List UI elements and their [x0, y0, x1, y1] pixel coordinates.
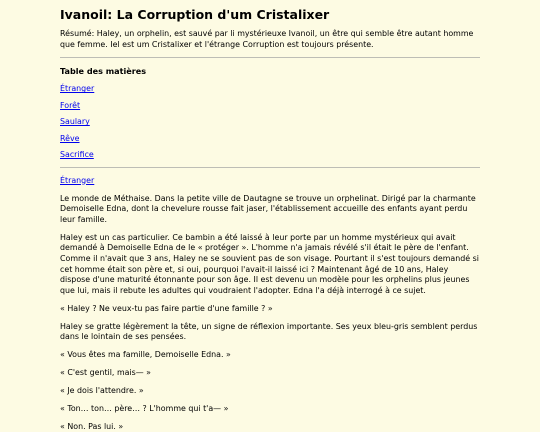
toc-link-saulary[interactable]: Saulary: [60, 117, 90, 127]
paragraph: « C'est gentil, mais— »: [60, 367, 151, 377]
paragraph: « Je dois l'attendre. »: [60, 385, 144, 395]
summary: Résumé: Haley, un orphelin, est sauvé par li mystérieuxe Ivanoil, un être qui semble être autant homme que femme. Iel est um Cristalixer et l'étrange Corruption est toujours présente.: [60, 29, 474, 49]
toc-item: [60, 117, 480, 127]
toc-list: [60, 84, 480, 160]
toc-item: [60, 134, 480, 144]
paragraph: « Vous êtes ma famille, Demoiselle Edna. »: [60, 350, 231, 359]
paragraph: « Ton… ton… père… ? L'homme qui t'a— »: [60, 403, 229, 413]
section-link-etranger[interactable]: Étranger: [60, 175, 95, 185]
paragraph: « Non. Pas lui. »: [60, 421, 124, 431]
divider: [60, 57, 480, 58]
table-of-contents: [60, 66, 480, 160]
paragraph: Haley se gratte légèrement la tête, un signe de réflexion importante. Ses yeux bleu-gris semblent perdus dans le lointain de ses pensées.: [60, 321, 478, 342]
toc-item: [60, 101, 480, 111]
paragraph: Le monde de Méthaise. Dans la petite ville de Dautagne se trouve un orphelinat. Dirigé par la charmante Demoiselle Edna, dont la chevelure rousse fait jaser, l'établissement accueille des enfants ayant perdu leur famille.: [60, 193, 476, 224]
toc-link-foret[interactable]: Forêt: [60, 100, 81, 110]
divider: [60, 167, 480, 168]
toc-link-reve[interactable]: Rêve: [60, 133, 80, 143]
toc-link-sacrifice[interactable]: Sacrifice: [60, 150, 94, 160]
toc-item: [60, 84, 480, 94]
toc-heading: Table des matières: [60, 66, 147, 77]
section-body: [60, 194, 480, 432]
paragraph: Haley est un cas particulier. Ce bambin a été laissé à leur porte par un homme mystérieux qui avait demandé à Demoiselle Edna de le « protéger ». L'homme n'a jamais révélé s'il était le père de l'enfant. Comme il n'avait que 3 ans, Haley ne se souvient pas de son visage. Pourtant il s'est toujours demandé si cet homme était son père et, si oui, pourquoi l'avait-il laissé ici ? Maintenant âgé de 10 ans, Haley dispose d'une maturité étonnante pour son âge. Il est devenu un modèle pour les orphelins plus jeunes que lui, mais il rebute les adultes qui voudraient l'adopter. Edna l'a déjà interrogé à ce sujet.: [60, 232, 479, 295]
toc-item: [60, 150, 480, 160]
page-title: Ivanoil: La Corruption d'um Cristalixer: [60, 7, 330, 22]
paragraph: « Haley ? Ne veux-tu pas faire partie d'une famille ? »: [60, 303, 273, 313]
toc-link-etranger[interactable]: Étranger: [60, 84, 95, 94]
